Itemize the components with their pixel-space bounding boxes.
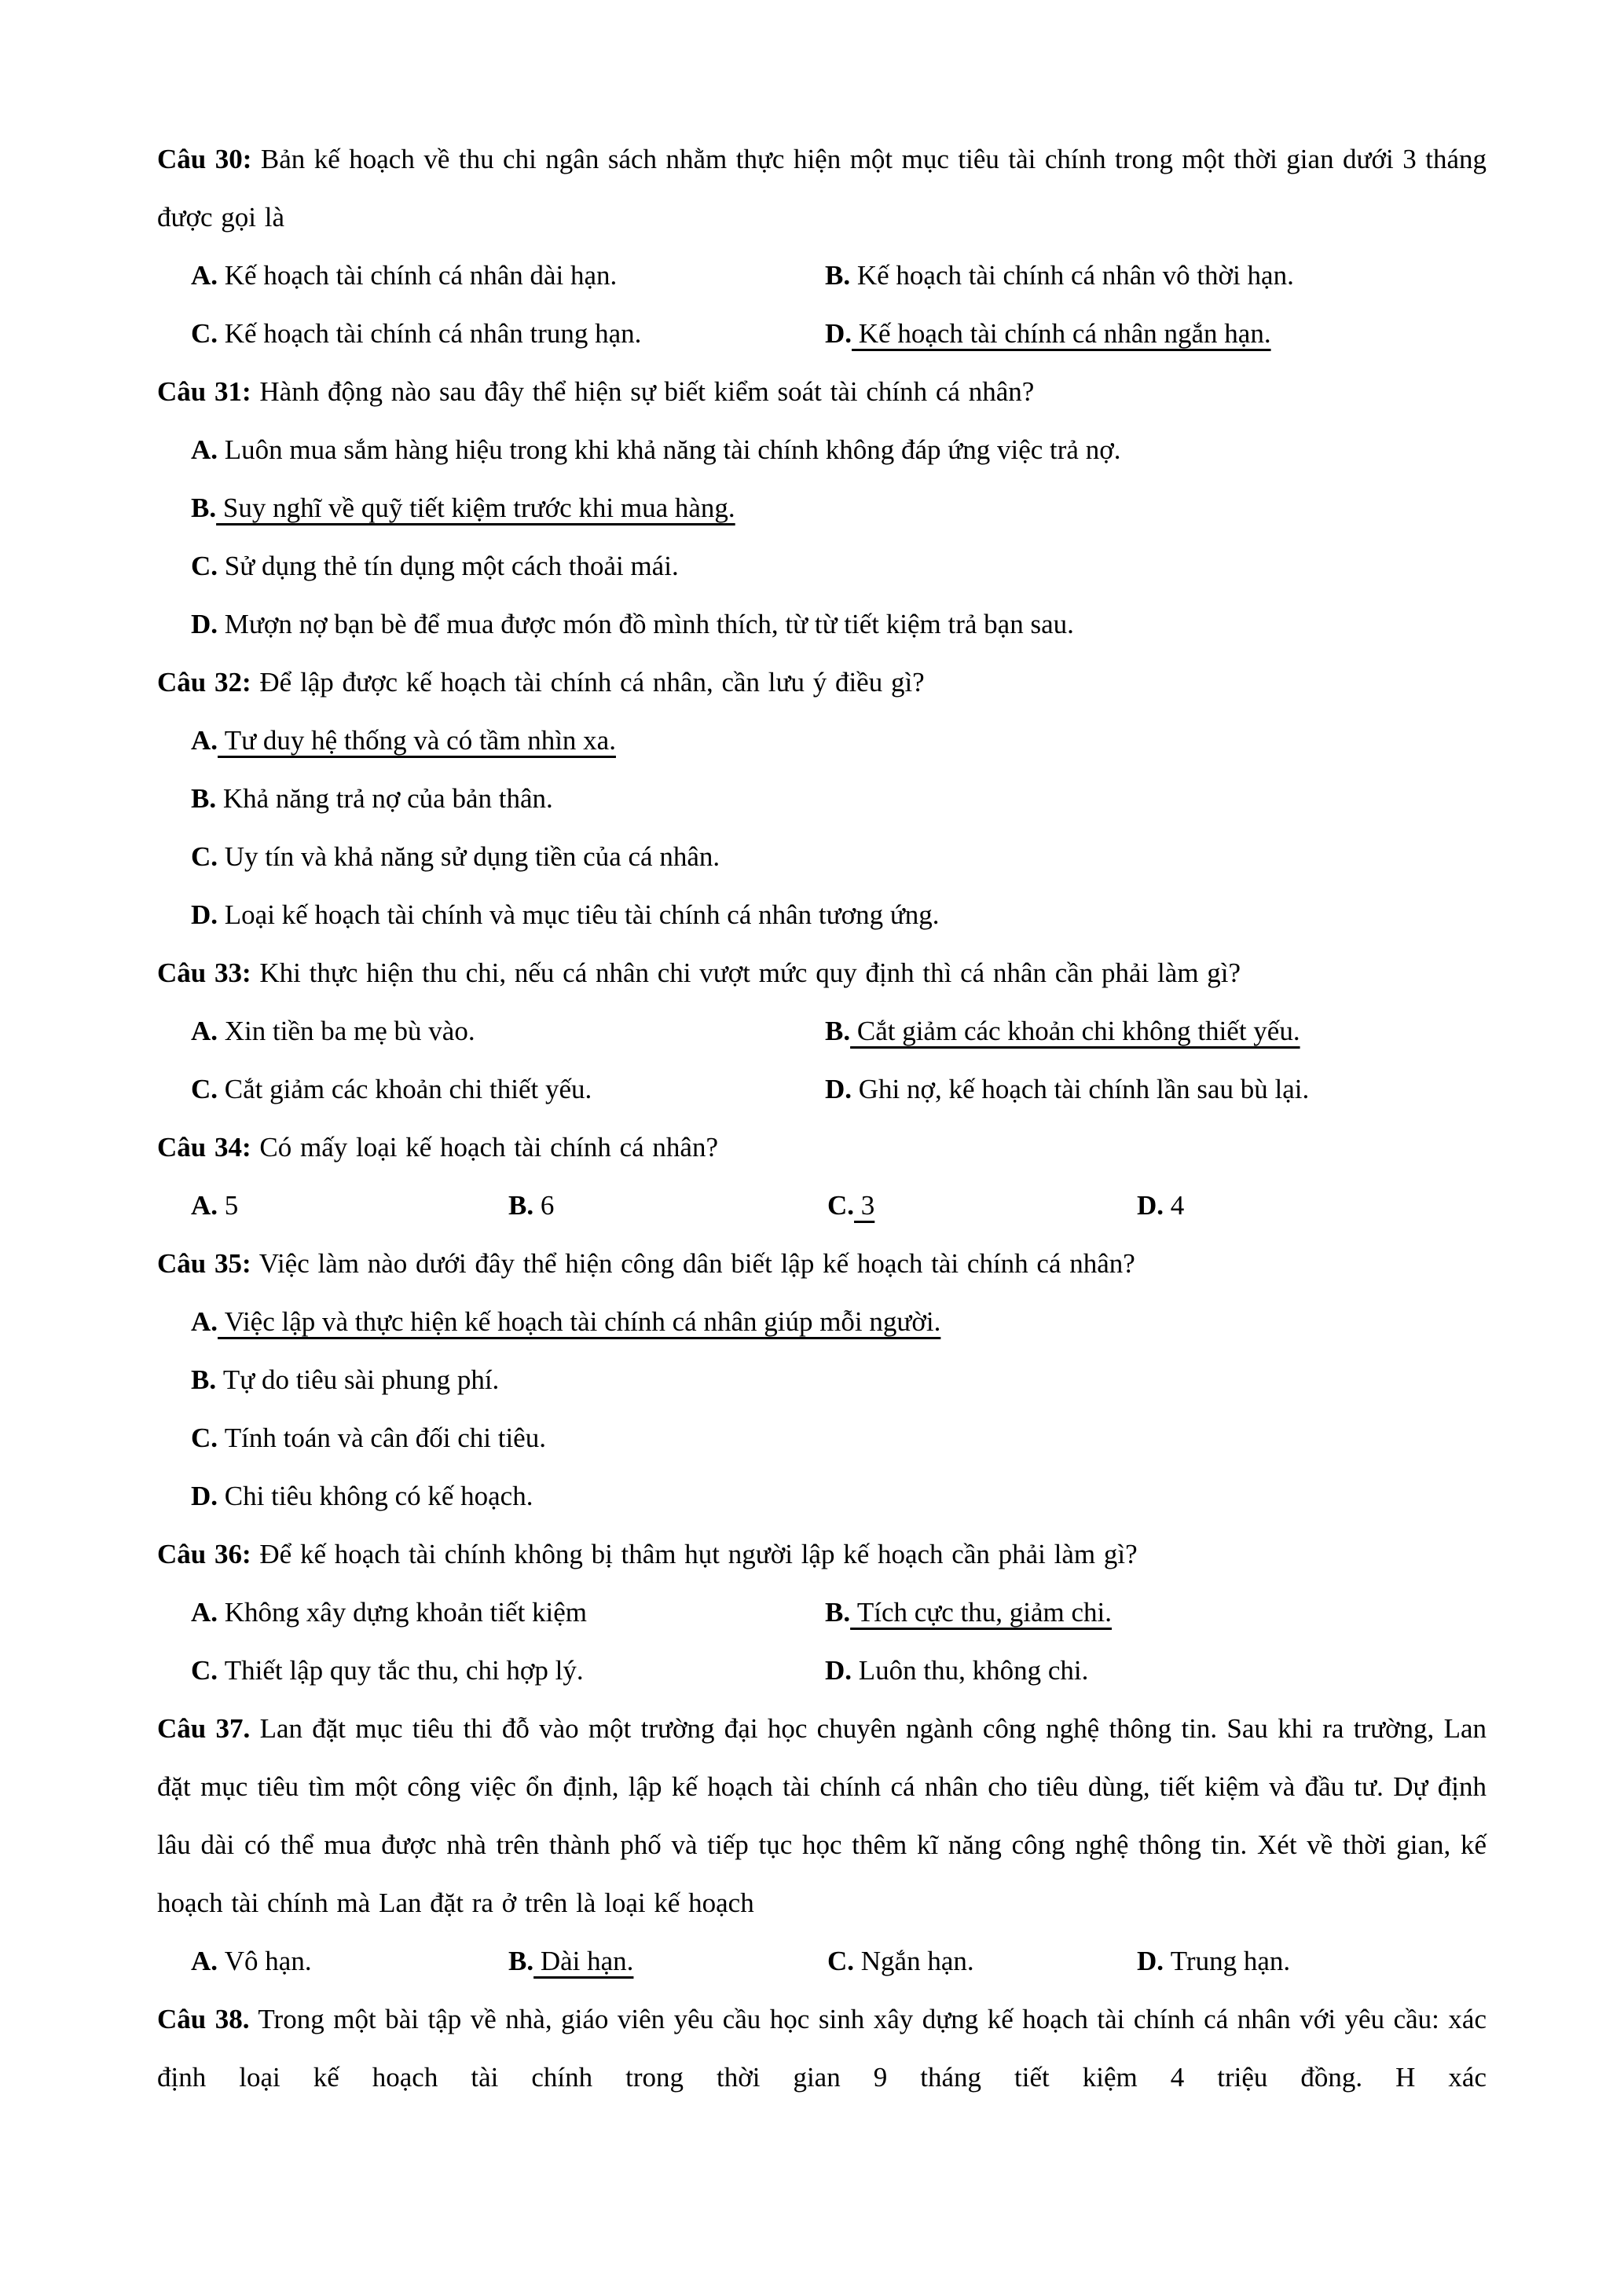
option-text-d: Trung hạn.: [1164, 1946, 1291, 1976]
option-text-b: Tích cực thu, giảm chi.: [850, 1597, 1113, 1628]
question-number-cau-31: Câu 31:: [157, 376, 251, 407]
option-d-cau-35: [191, 1467, 533, 1525]
option-label-d: D.: [825, 1655, 852, 1686]
question-text-cau-37: Lan đặt mục tiêu thi đỗ vào một trường đại học chuyên ngành công nghệ thông tin. Sau khi ra trường, Lan đặt mục tiêu tìm một công việc ổn định, lập kế hoạch tài chính cá nhân cho tiêu dùng, tiết kiệm và đầu tư. Dự định lâu dài có thể mua được nhà trên thành phố và tiếp tục học thêm kĩ năng công nghệ thông tin. Xét về thời gian, kế hoạch tài chính mà Lan đặt ra ở trên là loại kế hoạch: [157, 1713, 1487, 1918]
question-text-cau-38: Trong một bài tập về nhà, giáo viên yêu cầu học sinh xây dựng kế hoạch tài chính cá nhân với yêu cầu: xác định loại kế hoạch tài chính trong thời gian 9 tháng tiết kiệm 4 triệu đồng. H xác: [157, 2004, 1487, 2093]
option-label-b: B.: [191, 493, 217, 523]
option-row-cau-35: [157, 1293, 1487, 1351]
option-text-c: Tính toán và cân đối chi tiêu.: [218, 1423, 546, 1453]
option-c-cau-36: [191, 1642, 584, 1700]
option-row-cau-32: [157, 828, 1487, 886]
option-c-cau-32: [191, 828, 720, 886]
option-row-cau-31: [157, 421, 1487, 479]
question-text-cau-32: Để lập được kế hoạch tài chính cá nhân, cần lưu ý điều gì?: [251, 667, 925, 698]
option-label-c: C.: [191, 551, 218, 581]
option-text-d: Ghi nợ, kế hoạch tài chính lần sau bù lại.: [852, 1074, 1310, 1104]
option-label-a: A.: [191, 1016, 218, 1046]
option-text-a: Không xây dựng khoản tiết kiệm: [218, 1597, 588, 1628]
question-text-cau-33: Khi thực hiện thu chi, nếu cá nhân chi vượt mức quy định thì cá nhân cần phải làm gì?: [251, 958, 1241, 988]
question-number-cau-36: Câu 36:: [157, 1539, 251, 1569]
option-a-cau-36: [191, 1584, 587, 1642]
question-cau-38: [157, 1990, 1487, 2107]
option-text-c: 3: [854, 1190, 875, 1221]
option-row-cau-35: [157, 1467, 1487, 1525]
option-label-a: A.: [191, 1946, 218, 1976]
option-text-d: 4: [1164, 1190, 1185, 1221]
option-label-b: B.: [825, 1016, 851, 1046]
option-label-c: C.: [191, 1423, 218, 1453]
question-cau-31: [157, 363, 1487, 654]
option-text-a: Việc lập và thực hiện kế hoạch tài chính cá nhân giúp mỗi người.: [218, 1306, 941, 1337]
option-a-cau-30: [191, 247, 617, 305]
option-label-a: A.: [191, 1190, 218, 1221]
option-text-b: Cắt giảm các khoản chi không thiết yếu.: [850, 1016, 1300, 1046]
question-text-cau-34: Có mấy loại kế hoạch tài chính cá nhân?: [251, 1132, 718, 1163]
option-a-cau-34: [191, 1177, 238, 1235]
option-d-cau-36: [825, 1642, 1088, 1700]
option-row-cau-34: [157, 1177, 1487, 1235]
option-text-d: Chi tiêu không có kế hoạch.: [218, 1481, 533, 1511]
option-text-b: Suy nghĩ về quỹ tiết kiệm trước khi mua hàng.: [216, 493, 735, 523]
question-number-cau-34: Câu 34:: [157, 1132, 251, 1163]
question-text-cau-30: Bản kế hoạch về thu chi ngân sách nhằm thực hiện một mục tiêu tài chính trong một thời gian dưới 3 tháng được gọi là: [157, 144, 1487, 233]
option-b-cau-34: [508, 1177, 554, 1235]
option-a-cau-35: [191, 1293, 940, 1351]
option-text-c: Sử dụng thẻ tín dụng một cách thoải mái.: [218, 551, 679, 581]
option-c-cau-37: [827, 1932, 974, 1990]
question-header-cau-33: [157, 944, 1487, 1002]
option-row-cau-37: [157, 1932, 1487, 1990]
option-b-cau-35: [191, 1351, 499, 1409]
option-text-c: Cắt giảm các khoản chi thiết yếu.: [218, 1074, 592, 1104]
option-b-cau-30: [825, 247, 1294, 305]
option-b-cau-33: [825, 1002, 1300, 1060]
question-text-cau-31: Hành động nào sau đây thể hiện sự biết kiểm soát tài chính cá nhân?: [251, 376, 1035, 407]
question-header-cau-32: [157, 654, 1487, 712]
option-text-b: 6: [533, 1190, 555, 1221]
option-label-b: B.: [825, 260, 851, 291]
option-text-b: Dài hạn.: [533, 1946, 634, 1976]
option-label-d: D.: [191, 1481, 218, 1511]
option-d-cau-37: [1137, 1932, 1290, 1990]
question-cau-36: [157, 1525, 1487, 1700]
option-c-cau-31: [191, 537, 679, 595]
question-cau-35: [157, 1235, 1487, 1525]
option-a-cau-32: [191, 712, 616, 770]
option-text-c: Uy tín và khả năng sử dụng tiền của cá nhân.: [218, 841, 720, 872]
question-cau-33: [157, 944, 1487, 1119]
option-row-cau-32: [157, 770, 1487, 828]
option-text-d: Luôn thu, không chi.: [852, 1655, 1089, 1686]
option-row-cau-36: [157, 1584, 1487, 1642]
option-d-cau-30: [825, 305, 1271, 363]
option-c-cau-34: [827, 1177, 874, 1235]
option-text-a: Tư duy hệ thống và có tầm nhìn xa.: [218, 725, 616, 756]
question-header-cau-36: [157, 1525, 1487, 1584]
option-text-d: Mượn nợ bạn bè để mua được món đồ mình thích, từ từ tiết kiệm trả bạn sau.: [218, 609, 1074, 639]
option-label-d: D.: [191, 899, 218, 930]
option-label-c: C.: [191, 841, 218, 872]
option-row-cau-32: [157, 712, 1487, 770]
option-text-c: Ngắn hạn.: [854, 1946, 974, 1976]
option-row-cau-31: [157, 595, 1487, 654]
question-number-cau-35: Câu 35:: [157, 1248, 251, 1279]
question-cau-37: [157, 1700, 1487, 1990]
option-label-a: A.: [191, 434, 218, 465]
question-number-cau-38: Câu 38.: [157, 2004, 250, 2034]
option-row-cau-33: [157, 1060, 1487, 1119]
question-header-cau-38: [157, 1990, 1487, 2107]
option-text-b: Khả năng trả nợ của bản thân.: [216, 783, 553, 814]
option-label-a: A.: [191, 725, 218, 756]
option-a-cau-31: [191, 421, 1120, 479]
option-label-b: B.: [191, 1364, 217, 1395]
option-text-a: Xin tiền ba mẹ bù vào.: [218, 1016, 475, 1046]
option-label-d: D.: [191, 609, 218, 639]
question-header-cau-34: [157, 1119, 1487, 1177]
option-d-cau-32: [191, 886, 940, 944]
option-a-cau-37: [191, 1932, 312, 1990]
option-label-a: A.: [191, 1306, 218, 1337]
option-text-b: Kế hoạch tài chính cá nhân vô thời hạn.: [850, 260, 1294, 291]
question-header-cau-31: [157, 363, 1487, 421]
option-label-b: B.: [825, 1597, 851, 1628]
option-text-d: Loại kế hoạch tài chính và mục tiêu tài chính cá nhân tương ứng.: [218, 899, 940, 930]
option-label-c: C.: [191, 1655, 218, 1686]
option-text-b: Tự do tiêu sài phung phí.: [216, 1364, 500, 1395]
question-text-cau-35: Việc làm nào dưới đây thể hiện công dân biết lập kế hoạch tài chính cá nhân?: [251, 1248, 1135, 1279]
option-text-a: Vô hạn.: [218, 1946, 312, 1976]
question-header-cau-30: [157, 130, 1487, 247]
option-label-d: D.: [1137, 1946, 1164, 1976]
question-cau-30: [157, 130, 1487, 363]
option-text-a: Luôn mua sắm hàng hiệu trong khi khả năng tài chính không đáp ứng việc trả nợ.: [218, 434, 1121, 465]
question-header-cau-35: [157, 1235, 1487, 1293]
question-text-cau-36: Để kế hoạch tài chính không bị thâm hụt người lập kế hoạch cần phải làm gì?: [251, 1539, 1138, 1569]
question-number-cau-30: Câu 30:: [157, 144, 252, 174]
option-c-cau-35: [191, 1409, 546, 1467]
option-label-b: B.: [508, 1946, 534, 1976]
option-row-cau-32: [157, 886, 1487, 944]
option-label-d: D.: [825, 1074, 852, 1104]
option-label-c: C.: [827, 1946, 855, 1976]
option-row-cau-36: [157, 1642, 1487, 1700]
option-d-cau-33: [825, 1060, 1309, 1119]
option-d-cau-31: [191, 595, 1074, 654]
option-b-cau-32: [191, 770, 553, 828]
option-label-a: A.: [191, 1597, 218, 1628]
question-number-cau-37: Câu 37.: [157, 1713, 251, 1744]
option-label-b: B.: [508, 1190, 534, 1221]
option-row-cau-31: [157, 479, 1487, 537]
option-text-d: Kế hoạch tài chính cá nhân ngắn hạn.: [852, 318, 1271, 349]
option-a-cau-33: [191, 1002, 475, 1060]
option-row-cau-33: [157, 1002, 1487, 1060]
option-c-cau-30: [191, 305, 641, 363]
option-b-cau-37: [508, 1932, 633, 1990]
question-number-cau-32: Câu 32:: [157, 667, 251, 698]
option-b-cau-31: [191, 479, 735, 537]
option-label-a: A.: [191, 260, 218, 291]
option-row-cau-31: [157, 537, 1487, 595]
option-label-d: D.: [825, 318, 852, 349]
option-text-c: Thiết lập quy tắc thu, chi hợp lý.: [218, 1655, 584, 1686]
option-b-cau-36: [825, 1584, 1112, 1642]
option-text-a: Kế hoạch tài chính cá nhân dài hạn.: [218, 260, 618, 291]
page-content: [157, 130, 1487, 2107]
option-c-cau-33: [191, 1060, 592, 1119]
option-label-c: C.: [827, 1190, 855, 1221]
option-row-cau-35: [157, 1409, 1487, 1467]
question-cau-34: [157, 1119, 1487, 1235]
option-label-d: D.: [1137, 1190, 1164, 1221]
option-d-cau-34: [1137, 1177, 1184, 1235]
option-row-cau-30: [157, 247, 1487, 305]
option-row-cau-35: [157, 1351, 1487, 1409]
option-text-a: 5: [218, 1190, 239, 1221]
option-label-b: B.: [191, 783, 217, 814]
question-cau-32: [157, 654, 1487, 944]
option-row-cau-30: [157, 305, 1487, 363]
option-label-c: C.: [191, 1074, 218, 1104]
question-header-cau-37: [157, 1700, 1487, 1932]
option-label-c: C.: [191, 318, 218, 349]
question-number-cau-33: Câu 33:: [157, 958, 251, 988]
option-text-c: Kế hoạch tài chính cá nhân trung hạn.: [218, 318, 642, 349]
